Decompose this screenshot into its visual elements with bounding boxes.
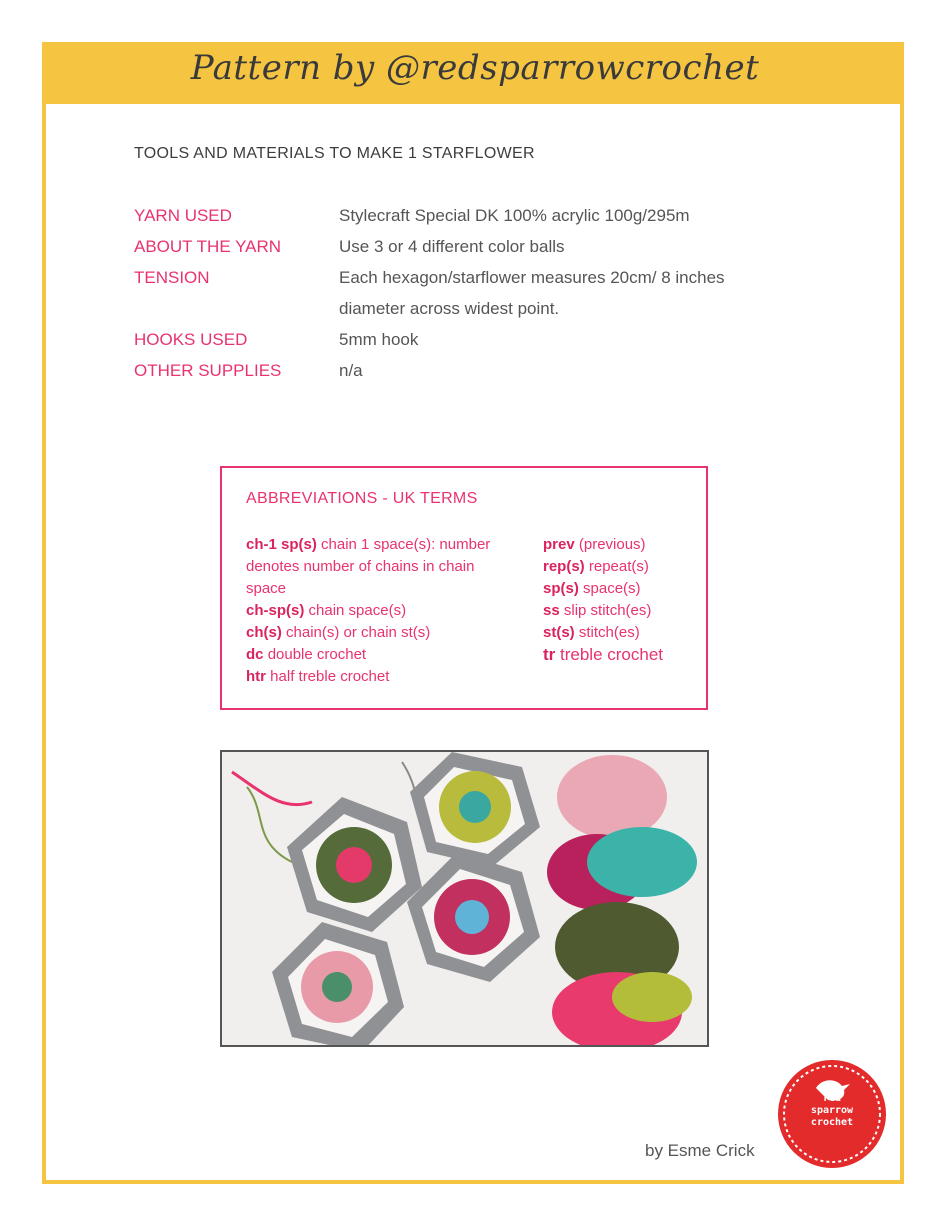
abbreviation-item [246,600,511,622]
spec-label: YARN USED [134,206,232,225]
abbreviation-definition: stitch(es) [578,624,640,641]
abbreviation-definition: chain 1 space(s): number denotes number of chains in chain space [246,536,491,597]
abbreviation-term: ch-1 sp(s) [246,536,317,553]
spec-label: TENSION [134,268,210,287]
spec-value: 5mm hook [339,330,419,349]
abbreviation-definition: chain(s) or chain st(s) [286,624,431,641]
abbreviation-definition: (previous) [578,536,646,553]
section-heading: TOOLS AND MATERIALS TO MAKE 1 STARFLOWER [134,145,535,162]
abbreviation-definition: repeat(s) [588,558,649,575]
abbreviation-term: tr [543,645,556,664]
abbreviation-term: rep(s) [543,558,585,575]
abbreviations-right-column [543,534,703,666]
abbreviation-item [543,556,703,578]
author-credit: by Esme Crick [645,1141,755,1160]
starflower-photo [220,750,709,1047]
abbreviation-item [543,578,703,600]
abbreviation-definition: chain space(s) [308,602,407,619]
abbreviation-term: dc [246,646,264,663]
spec-value: n/a [339,361,363,380]
abbreviation-item [246,644,511,666]
spec-label: ABOUT THE YARN [134,237,282,256]
abbreviation-term: ss [543,602,560,619]
spec-value-continuation: diameter across widest point. [339,299,560,318]
logo-line: red [822,1093,842,1104]
abbreviation-item [246,666,511,688]
abbreviation-term: sp(s) [543,580,579,597]
abbreviation-item [246,622,511,644]
abbreviation-term: st(s) [543,624,575,641]
logo-line: crochet [810,1117,854,1128]
spec-value: Stylecraft Special DK 100% acrylic 100g/295m [339,206,690,225]
abbreviation-definition: treble crochet [560,645,664,664]
logo-text [776,1093,888,1129]
abbreviation-term: ch-sp(s) [246,602,305,619]
logo-line: sparrow [810,1105,854,1116]
abbreviation-item [543,644,703,666]
spec-value: Each hexagon/starflower measures 20cm/ 8 inches [339,268,725,287]
abbreviation-item [246,534,511,600]
abbreviation-term: prev [543,536,575,553]
spec-value: Use 3 or 4 different color balls [339,237,565,256]
abbreviations-title: ABBREVIATIONS - UK TERMS [246,490,478,507]
abbreviation-item [543,534,703,556]
abbreviation-definition: slip stitch(es) [563,602,652,619]
abbreviation-item [543,622,703,644]
abbreviation-item [543,600,703,622]
abbreviation-definition: space(s) [583,580,641,597]
page-title: Pattern by @redsparrowcrochet [190,48,760,88]
abbreviation-term: ch(s) [246,624,282,641]
abbreviation-definition: half treble crochet [270,668,390,685]
abbreviations-left-column [246,534,511,688]
spec-label: HOOKS USED [134,330,248,349]
abbreviation-term: htr [246,668,266,685]
abbreviation-definition: double crochet [267,646,367,663]
spec-label: OTHER SUPPLIES [134,361,282,380]
